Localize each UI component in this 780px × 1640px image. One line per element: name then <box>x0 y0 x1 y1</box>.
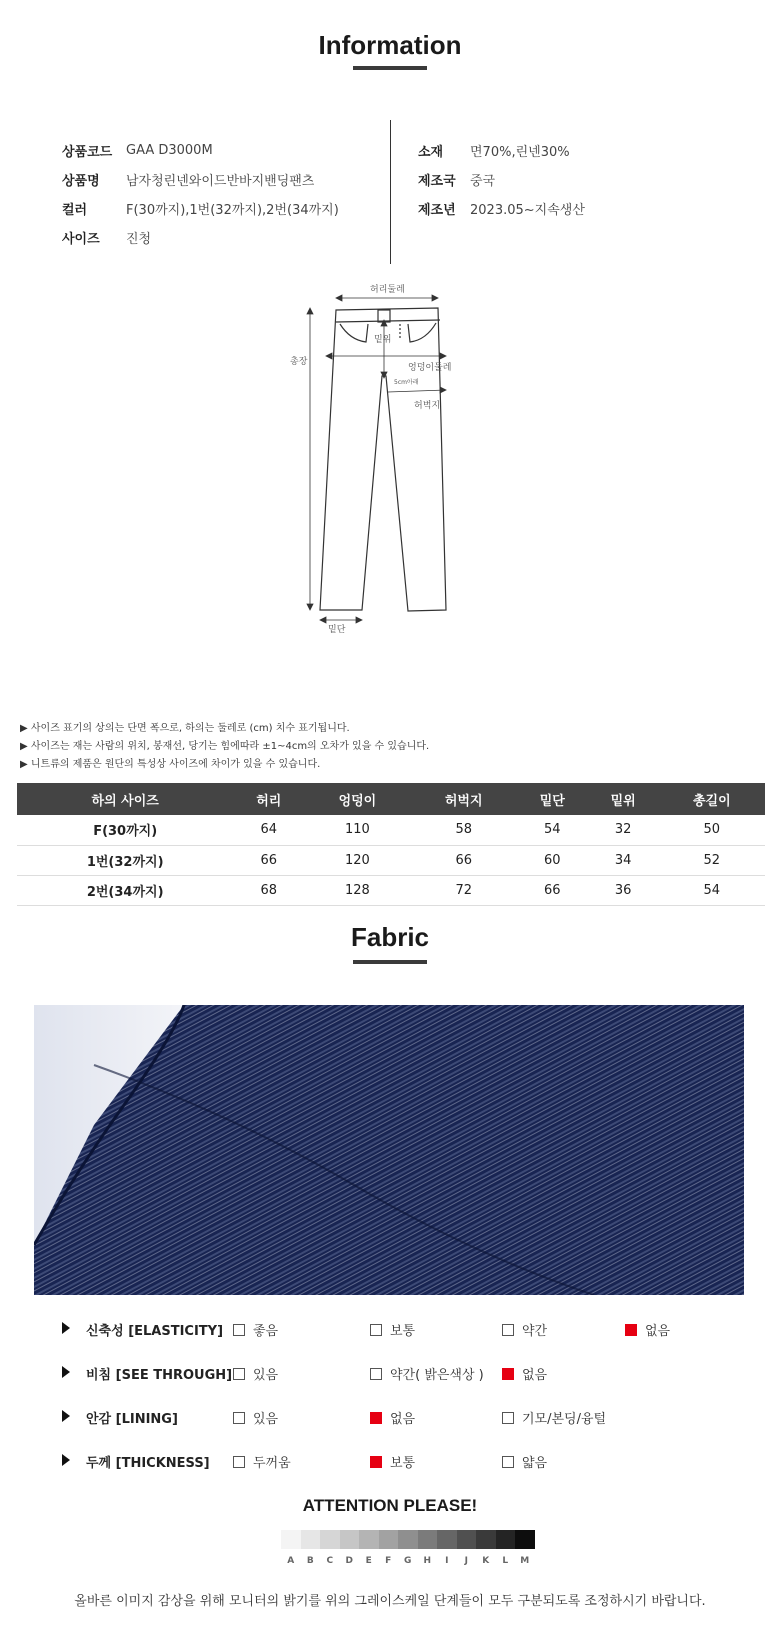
table-cell: 32 <box>588 815 659 845</box>
grayscale-swatch <box>281 1530 301 1549</box>
product-info-right <box>418 136 585 223</box>
grayscale-swatch <box>398 1530 418 1549</box>
checked-box-icon <box>370 1456 382 1468</box>
table-cell: F(30까지) <box>17 815 233 845</box>
fabric-prop-label: 비침 [SEE THROUGH] <box>86 1368 233 1383</box>
fabric-prop-option <box>233 1452 291 1471</box>
unchecked-box-icon <box>502 1324 514 1336</box>
fabric-prop-row <box>0 1440 780 1484</box>
rise-label: 밑위 <box>374 335 392 345</box>
table-cell: 72 <box>411 875 517 905</box>
fabric-title-underline <box>353 960 427 964</box>
size-table-header-cell: 밑단 <box>517 783 588 815</box>
grayscale-letter: C <box>326 1556 334 1566</box>
table-cell: 128 <box>304 875 410 905</box>
table-cell: 66 <box>517 875 588 905</box>
fabric-prop-option <box>233 1320 278 1339</box>
table-row <box>17 845 765 875</box>
fabric-prop-option <box>370 1364 484 1383</box>
thigh-offset-label: 5cm아래 <box>394 379 419 386</box>
fabric-prop-option-label: 없음 <box>645 1324 671 1339</box>
fabric-prop-label: 신축성 [ELASTICITY] <box>86 1324 224 1339</box>
table-cell: 110 <box>304 815 410 845</box>
fabric-prop-label: 두께 [THICKNESS] <box>86 1456 210 1471</box>
fabric-prop-option <box>233 1364 278 1383</box>
unchecked-box-icon <box>233 1456 245 1468</box>
fabric-prop-option <box>370 1452 415 1471</box>
information-title-underline <box>353 66 427 70</box>
table-row <box>17 875 765 905</box>
grayscale-letters <box>281 1556 535 1566</box>
grayscale-swatch <box>340 1530 360 1549</box>
product-info-left <box>62 136 339 252</box>
left-pocket <box>340 324 368 342</box>
grayscale-letter: J <box>464 1556 468 1566</box>
pants-measurement-diagram <box>290 280 490 640</box>
size-notes <box>20 720 429 774</box>
unchecked-box-icon <box>370 1368 382 1380</box>
arrow-right-icon <box>62 1410 70 1422</box>
info-row <box>418 136 585 165</box>
fabric-prop-row <box>0 1396 780 1440</box>
table-cell: 68 <box>233 875 304 905</box>
size-table-header-cell: 총길이 <box>659 783 765 815</box>
thigh-label: 허벅지 <box>414 401 441 411</box>
info-value: 2023.05~지속생산 <box>470 203 585 218</box>
info-row <box>418 194 585 223</box>
fabric-prop-label: 안감 [LINING] <box>86 1412 178 1427</box>
grayscale-letter: K <box>482 1556 490 1566</box>
table-cell: 66 <box>233 845 304 875</box>
info-key: 상품명 <box>62 174 100 189</box>
grayscale-letter: G <box>404 1556 412 1566</box>
grayscale-letter: M <box>520 1556 530 1566</box>
grayscale-swatch <box>301 1530 321 1549</box>
fabric-prop-option-label: 없음 <box>390 1412 416 1427</box>
fabric-prop-option-label: 약간 <box>522 1324 548 1339</box>
fabric-properties <box>0 1308 780 1484</box>
size-table-header-cell: 엉덩이 <box>304 783 410 815</box>
fabric-prop-option-label: 없음 <box>522 1368 548 1383</box>
fabric-prop-option-label: 두꺼움 <box>253 1456 291 1471</box>
fabric-prop-option-label: 있음 <box>253 1412 279 1427</box>
grayscale-letter: H <box>423 1556 432 1566</box>
waist-label: 허리둘레 <box>370 285 405 295</box>
fabric-prop-row <box>0 1352 780 1396</box>
table-cell: 58 <box>411 815 517 845</box>
size-table-header-cell: 밑위 <box>588 783 659 815</box>
fabric-prop-option <box>233 1408 278 1427</box>
fabric-prop-option <box>502 1408 606 1427</box>
grayscale-letter: A <box>287 1556 295 1566</box>
fabric-prop-option-label: 좋음 <box>253 1324 279 1339</box>
info-row <box>62 223 339 252</box>
table-cell: 60 <box>517 845 588 875</box>
table-cell: 54 <box>517 815 588 845</box>
unchecked-box-icon <box>233 1368 245 1380</box>
table-cell: 50 <box>659 815 765 845</box>
grayscale-swatch <box>418 1530 438 1549</box>
grayscale-letter: F <box>385 1556 392 1566</box>
fabric-prop-option-label: 보통 <box>390 1324 416 1339</box>
fabric-prop-option <box>370 1408 415 1427</box>
info-row <box>62 165 339 194</box>
arrow-right-icon <box>62 1366 70 1378</box>
fabric-prop-option <box>370 1320 415 1339</box>
fabric-photo <box>34 1005 744 1295</box>
grayscale-letter: I <box>445 1556 449 1566</box>
info-value: 진청 <box>126 232 152 247</box>
hip-label: 엉덩이둘레 <box>408 363 452 373</box>
info-key: 상품코드 <box>62 145 113 160</box>
grayscale-swatches <box>281 1530 535 1549</box>
fabric-title: Fabric <box>350 922 430 952</box>
checked-box-icon <box>370 1412 382 1424</box>
grayscale-swatch <box>515 1530 535 1549</box>
info-key: 사이즈 <box>62 232 100 247</box>
unchecked-box-icon <box>370 1324 382 1336</box>
size-table-header-cell: 허리 <box>233 783 304 815</box>
info-row <box>62 136 339 165</box>
fabric-prop-option-label: 얇음 <box>522 1456 548 1471</box>
checked-box-icon <box>502 1368 514 1380</box>
right-pocket <box>408 323 436 342</box>
info-value: 면70%,린넨30% <box>470 145 570 160</box>
grayscale-letter: E <box>365 1556 372 1566</box>
fabric-prop-option <box>625 1320 670 1339</box>
unchecked-box-icon <box>502 1412 514 1424</box>
fabric-prop-option-label: 기모/본딩/융털 <box>522 1412 607 1427</box>
grayscale-letter: B <box>306 1556 314 1566</box>
grayscale-swatch <box>379 1530 399 1549</box>
arrow-right-icon <box>62 1322 70 1334</box>
info-value: 남자청린넨와이드반바지밴딩팬츠 <box>126 174 315 189</box>
length-label: 총장 <box>290 357 308 367</box>
info-key: 소재 <box>418 145 444 160</box>
unchecked-box-icon <box>233 1412 245 1424</box>
arrow-right-icon <box>62 1454 70 1466</box>
grayscale-letter: D <box>345 1556 353 1566</box>
table-cell: 54 <box>659 875 765 905</box>
table-cell: 120 <box>304 845 410 875</box>
info-row <box>418 165 585 194</box>
table-cell: 64 <box>233 815 304 845</box>
note-line: ▶ 니트류의 제품은 원단의 특성상 사이즈에 차이가 있을 수 있습니다. <box>20 759 321 770</box>
fabric-prop-option-label: 약간( 밝은색상 ) <box>390 1368 484 1383</box>
grayscale-swatch <box>359 1530 379 1549</box>
grayscale-swatch <box>437 1530 457 1549</box>
fabric-prop-option <box>502 1452 547 1471</box>
table-cell: 36 <box>588 875 659 905</box>
note-line: ▶ 사이즈는 재는 사람의 위치, 봉재선, 당기는 힘에따라 ±1~4cm의 오차가 있을 수 있습니다. <box>20 741 430 752</box>
fabric-prop-option <box>502 1364 547 1383</box>
info-value: GAA D3000M <box>126 143 213 158</box>
info-divider <box>390 120 391 264</box>
hem-label: 밑단 <box>328 625 346 635</box>
grayscale-swatch <box>320 1530 340 1549</box>
info-key: 제조국 <box>418 174 456 189</box>
fabric-prop-option <box>502 1320 547 1339</box>
note-line: ▶ 사이즈 표기의 상의는 단면 폭으로, 하의는 둘레로 (cm) 치수 표기됩니다. <box>20 723 350 734</box>
fabric-prop-option-label: 있음 <box>253 1368 279 1383</box>
table-cell: 34 <box>588 845 659 875</box>
table-row <box>17 815 765 845</box>
size-table-header-cell: 하의 사이즈 <box>17 783 233 815</box>
thigh-arrow <box>388 390 446 392</box>
info-row <box>62 194 339 223</box>
brightness-note: 올바른 이미지 감상을 위해 모니터의 밝기를 위의 그레이스케일 단계들이 모두 구분되도록 조정하시기 바랍니다. <box>74 1594 706 1609</box>
grayscale-swatch <box>476 1530 496 1549</box>
grayscale-swatch <box>457 1530 477 1549</box>
grayscale-letter: L <box>502 1556 509 1566</box>
size-table-header <box>17 783 765 815</box>
size-table <box>17 783 765 906</box>
table-cell: 52 <box>659 845 765 875</box>
info-value: 중국 <box>470 174 496 189</box>
info-value: F(30까지),1번(32까지),2번(34까지) <box>126 203 339 218</box>
fabric-prop-option-label: 보통 <box>390 1456 416 1471</box>
table-cell: 66 <box>411 845 517 875</box>
attention-title: ATTENTION PLEASE! <box>302 1496 478 1515</box>
checked-box-icon <box>625 1324 637 1336</box>
table-cell: 1번(32까지) <box>17 845 233 875</box>
table-cell: 2번(34까지) <box>17 875 233 905</box>
info-key: 제조년 <box>418 203 456 218</box>
fabric-prop-row <box>0 1308 780 1352</box>
unchecked-box-icon <box>502 1456 514 1468</box>
grayscale-swatch <box>496 1530 516 1549</box>
pants-outline <box>320 308 446 611</box>
information-title: Information <box>318 30 462 60</box>
size-table-header-cell: 허벅지 <box>411 783 517 815</box>
unchecked-box-icon <box>233 1324 245 1336</box>
info-key: 컬러 <box>62 203 88 218</box>
